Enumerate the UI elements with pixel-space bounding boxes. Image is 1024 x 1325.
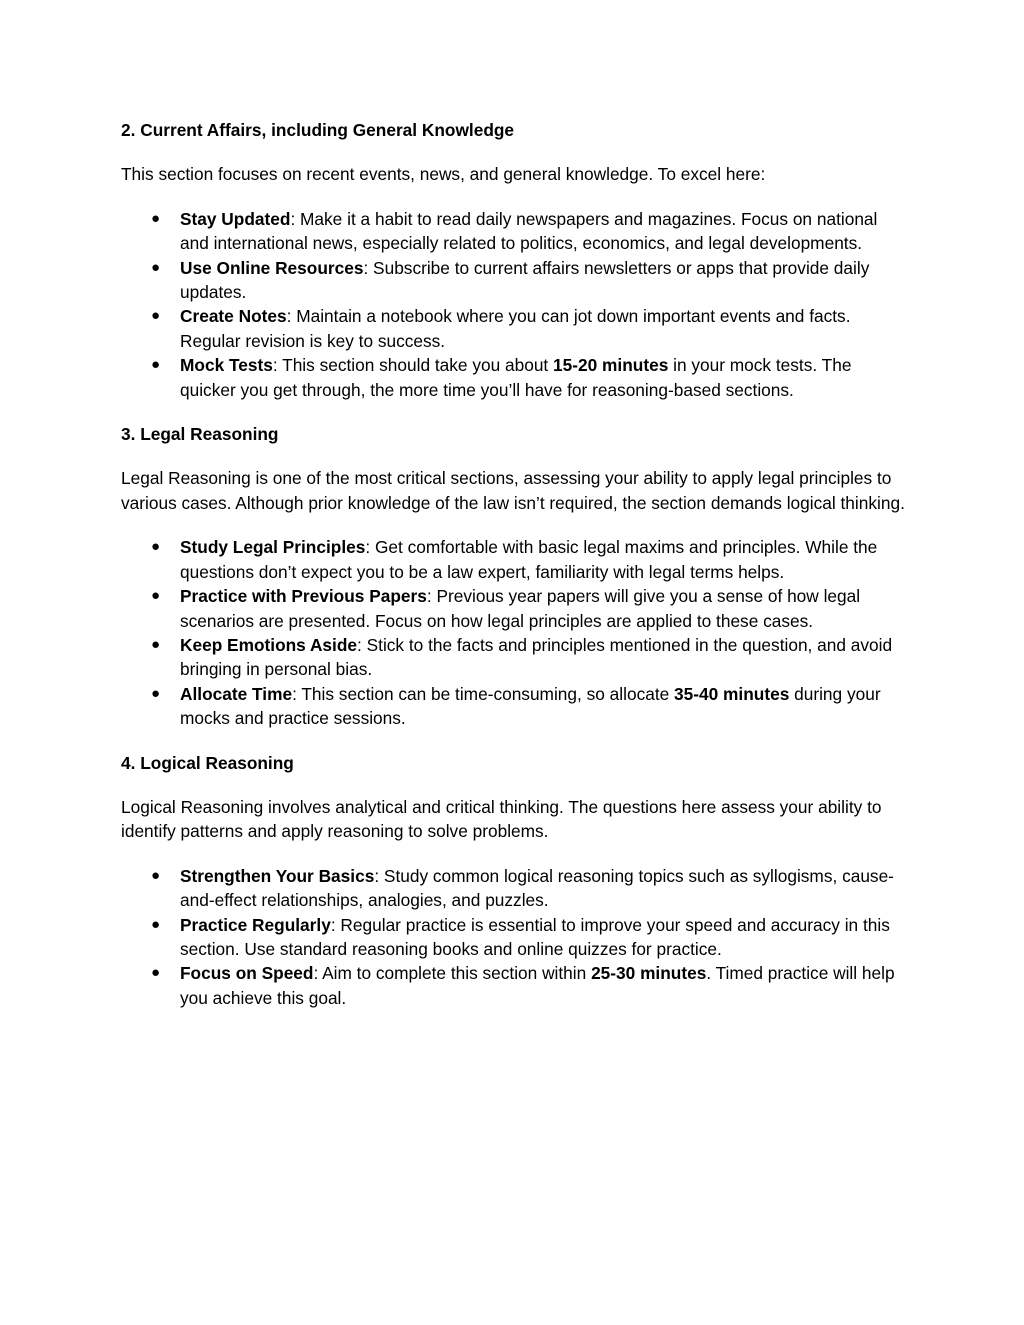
bullet-text: : Aim to complete this section within <box>313 963 592 984</box>
list-item <box>121 535 911 584</box>
bullet-emphasis: 15-20 minutes <box>553 355 669 376</box>
bullet-term: Mock Tests <box>180 355 273 376</box>
list-item <box>121 353 911 402</box>
section-heading: 4. Logical Reasoning <box>121 752 294 773</box>
bullet-icon: ● <box>151 356 161 374</box>
bullet-icon: ● <box>151 307 161 325</box>
section-heading: 3. Legal Reasoning <box>121 424 279 445</box>
bullet-term: Practice with Previous Papers <box>180 586 427 607</box>
list-item <box>121 256 911 305</box>
bullet-term: Keep Emotions Aside <box>180 634 358 655</box>
document-page <box>121 118 911 1010</box>
bullet-term: Stay Updated <box>180 208 291 229</box>
list-item <box>121 961 911 1010</box>
bullet-icon: ● <box>151 587 161 605</box>
bullet-text: : Study common logical reasoning topics such as syllogisms, cause-and-effect relationships, analogies, and puzzles. <box>180 865 894 911</box>
bullet-list <box>121 535 911 730</box>
bullet-term: Study Legal Principles <box>180 537 366 558</box>
bullet-term: Focus on Speed <box>180 963 314 984</box>
bullet-text: : Get comfortable with basic legal maxims and principles. While the questions don’t expect you to be a law expert, familiarity with legal terms helps. <box>180 537 878 582</box>
list-item <box>121 913 911 962</box>
bullet-text: : Previous year papers will give you a sense of how legal scenarios are presented. Focus on how legal principles are applied to these cases. <box>180 586 861 631</box>
bullet-icon: ● <box>151 258 161 276</box>
section-intro: This section focuses on recent events, news, and general knowledge. To excel here: <box>121 164 766 185</box>
bullet-term: Strengthen Your Basics <box>180 865 375 886</box>
section-intro: Legal Reasoning is one of the most critical sections, assessing your ability to apply legal principles to various cases. Although prior knowledge of the law isn’t required, the section demands logical thinking. <box>121 468 905 513</box>
list-item <box>121 207 911 256</box>
list-item <box>121 633 911 682</box>
bullet-emphasis: 25-30 minutes <box>591 963 707 984</box>
bullet-icon: ● <box>151 684 161 702</box>
list-item <box>121 304 911 353</box>
bullet-term: Create Notes <box>180 306 287 327</box>
list-item <box>121 682 911 731</box>
bullet-icon: ● <box>151 209 161 227</box>
bullet-list <box>121 207 911 402</box>
bullet-emphasis: 35-40 minutes <box>674 683 790 704</box>
bullet-text: : This section can be time-consuming, so allocate <box>292 683 675 704</box>
bullet-icon: ● <box>151 635 161 653</box>
bullet-term: Allocate Time <box>180 683 293 704</box>
bullet-icon: ● <box>151 866 161 884</box>
bullet-list <box>121 864 911 1010</box>
section-heading: 2. Current Affairs, including General Knowledge <box>121 120 515 140</box>
bullet-term: Use Online Resources <box>180 257 364 278</box>
bullet-icon: ● <box>151 538 161 556</box>
bullet-term: Practice Regularly <box>180 914 331 935</box>
bullet-icon: ● <box>151 915 161 933</box>
bullet-text: : Make it a habit to read daily newspapers and magazines. Focus on national and international news, especially related to politics, economics, and legal developments. <box>180 208 878 254</box>
bullet-icon: ● <box>151 964 161 982</box>
list-item <box>121 864 911 913</box>
bullet-text: : This section should take you about <box>272 355 554 376</box>
bullet-text: : Maintain a notebook where you can jot down important events and facts. Regular revision is key to success. <box>180 306 851 351</box>
bullet-text: : Subscribe to current affairs newsletters or apps that provide daily updates. <box>180 257 870 303</box>
bullet-text: in your mock tests. The quicker you get through, the more time you’ll have for reasoning-based sections. <box>180 355 852 400</box>
bullet-text: during your mocks and practice sessions. <box>180 683 881 729</box>
section-intro: Logical Reasoning involves analytical and critical thinking. The questions here assess your ability to identify patterns and apply reasoning to solve problems. <box>121 796 882 842</box>
bullet-text: : Stick to the facts and principles mentioned in the question, and avoid bringing in personal bias. <box>180 634 893 680</box>
bullet-text: . Timed practice will help you achieve this goal. <box>180 963 895 1008</box>
list-item <box>121 584 911 633</box>
bullet-text: : Regular practice is essential to improve your speed and accuracy in this section. Use standard reasoning books and online quizzes for practice. <box>180 914 890 959</box>
